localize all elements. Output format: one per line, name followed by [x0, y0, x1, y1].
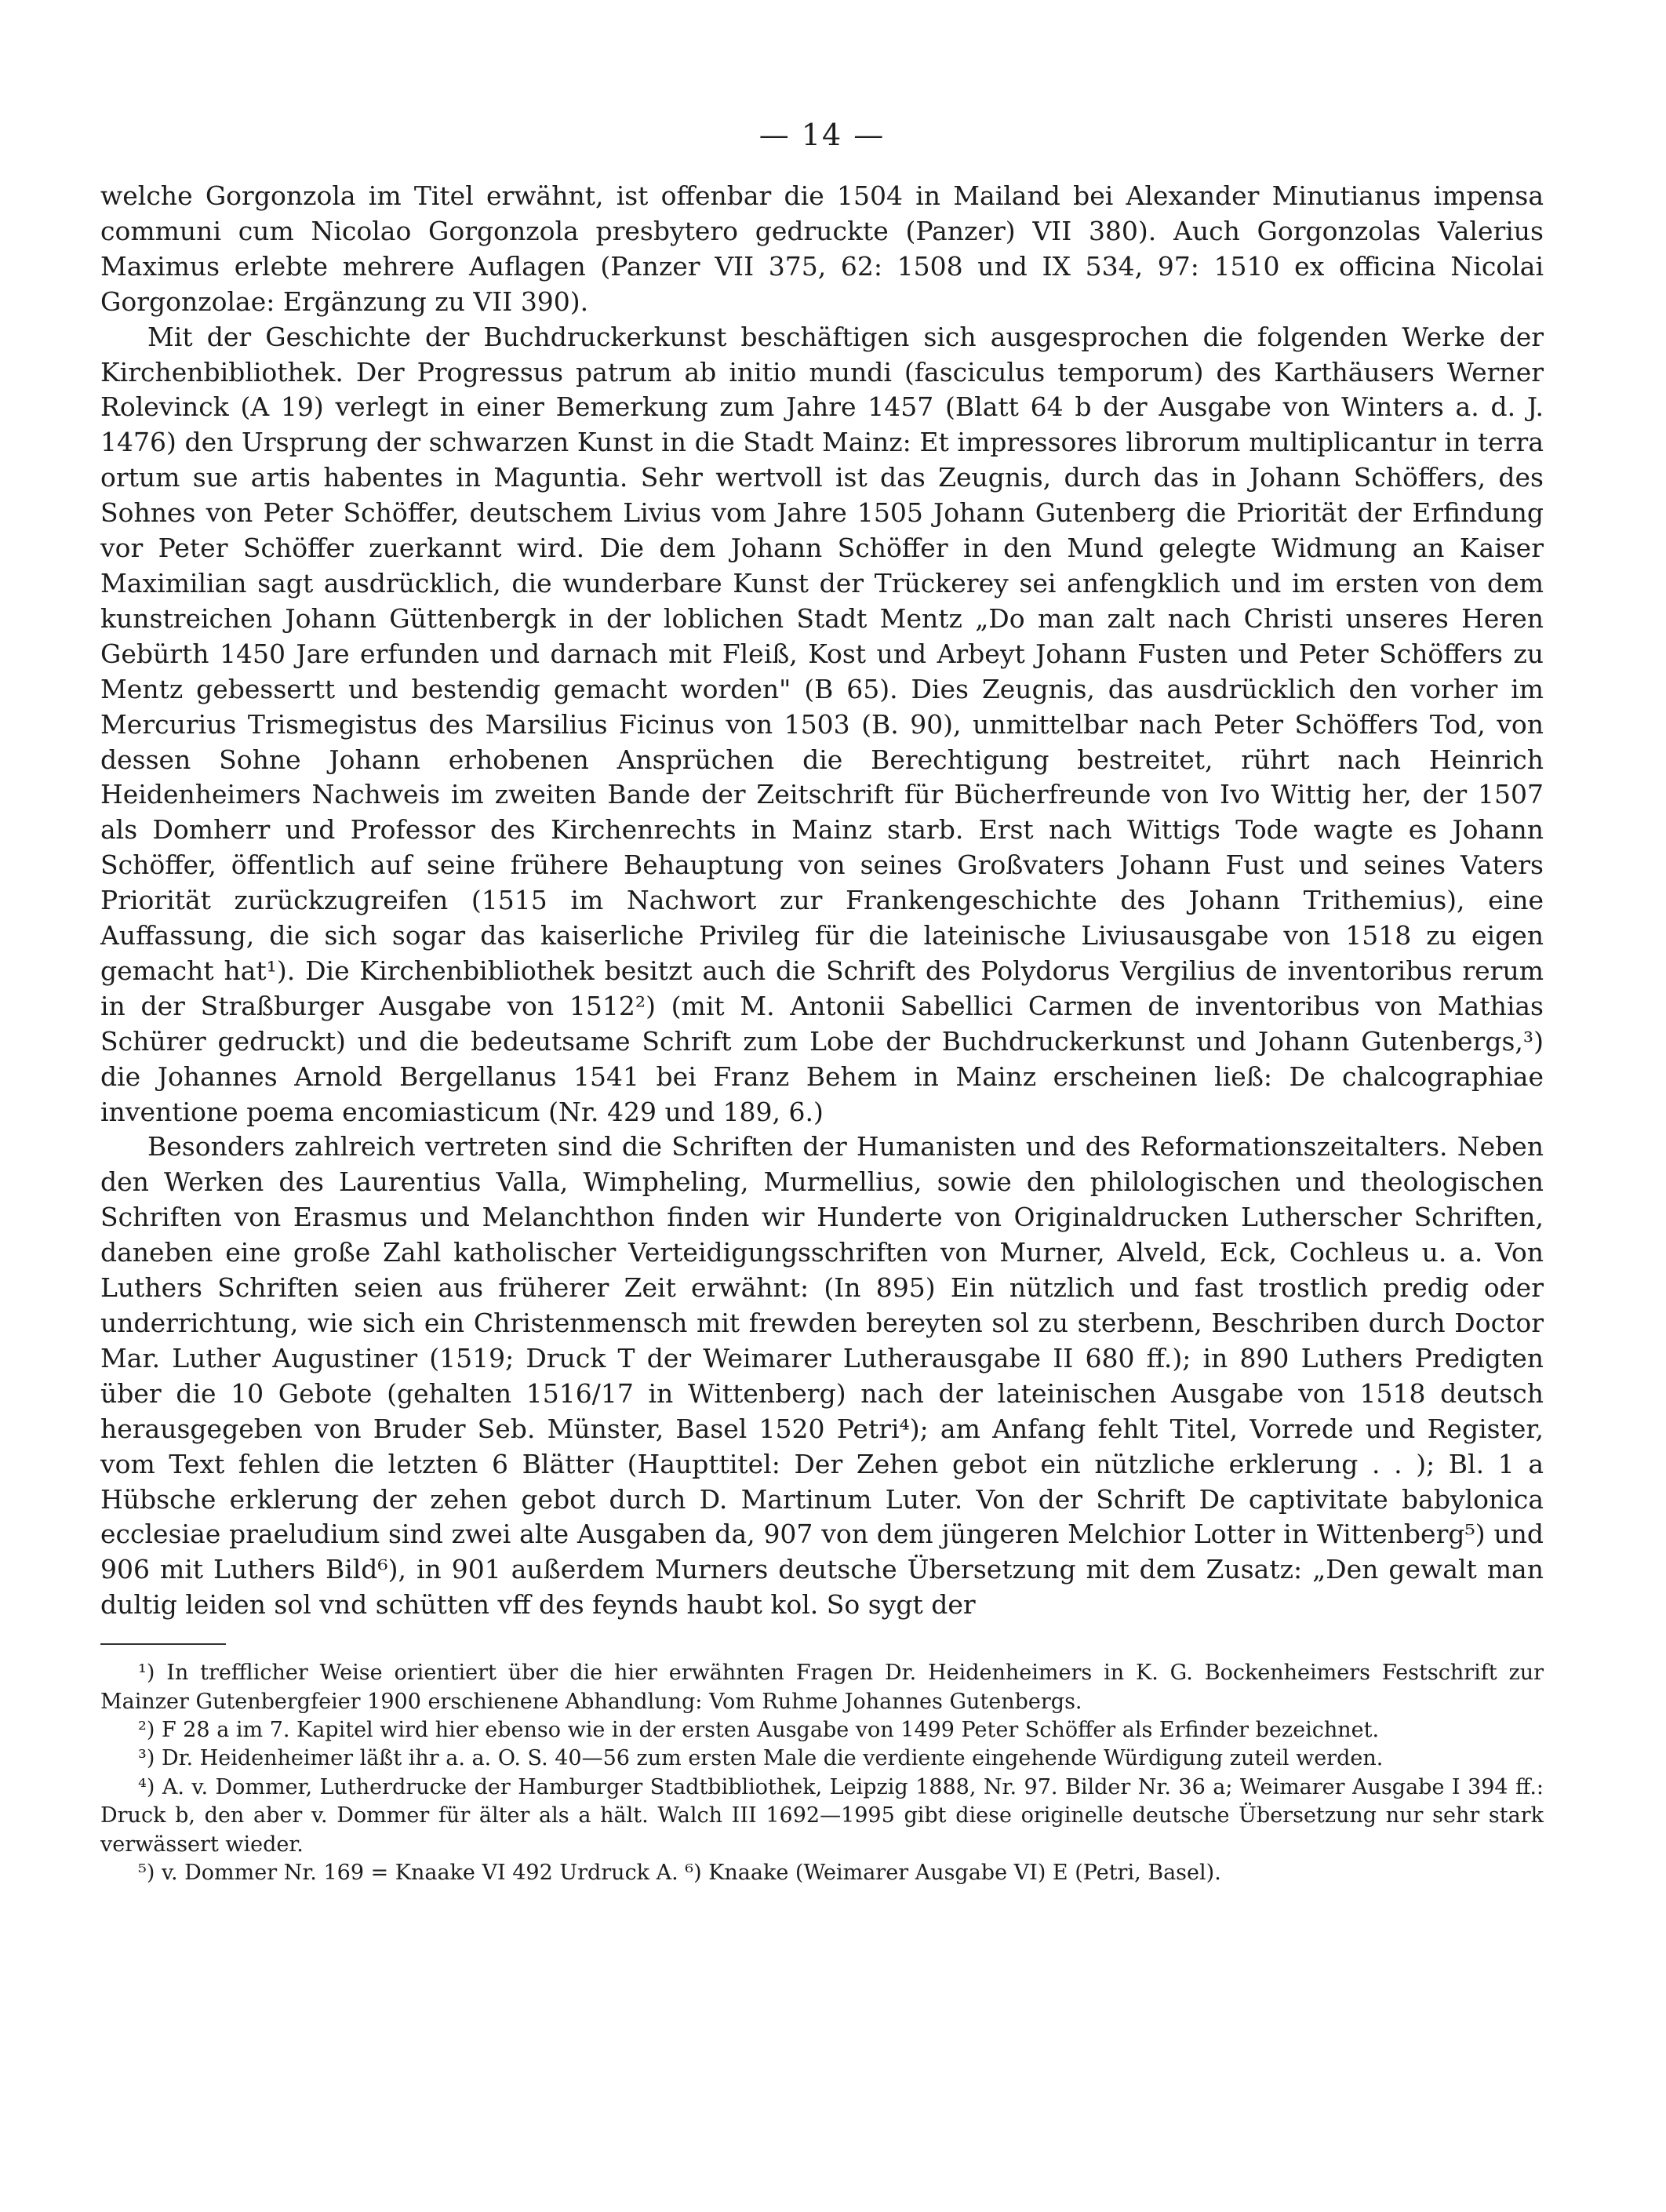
page-number: — 14 —: [758, 118, 886, 152]
footnote: ³) Dr. Heidenheimer läßt ihr a. a. O. S. 40—56 zum ersten Male die verdiente eingehende Würdigung zuteil werden.: [138, 1746, 1384, 1771]
footnote-divider: [100, 1643, 226, 1645]
paragraph: Mit der Geschichte der Buchdruckerkunst beschäftigen sich ausgesprochen die folgenden Werke der Kirchenbibliothek. Der Progressus patrum ab initio mundi (fasciculus temporum) des Karthäusers Werner Rolevinck (A 19) verlegt in einer Bemerkung zum Jahre 1457 (Blatt 64 b der Ausgabe von Winters a. d. J. 1476) den Ursprung der schwarzen Kunst in die Stadt Mainz: Et impressores librorum multiplicantur in terra ortum sue artis habentes in Maguntia. Sehr wertvoll ist das Zeugnis, durch das in Johann Schöffers, des Sohnes von Peter Schöffer, deutschem Livius vom Jahre 1505 Johann Gutenberg die Priorität der Erfindung vor Peter Schöffer zuerkannt wird. Die dem Johann Schöffer in den Mund gelegte Widmung an Kaiser Maximilian sagt ausdrücklich, die wunderbare Kunst der Trückerey sei anfengklich und im ersten von dem kunstreichen Johann Güttenbergk in der loblichen Stadt Mentz „Do man zalt nach Christi unseres Heren Gebürth 1450 Jare erfunden und darnach mit Fleiß, Kost und Arbeyt Johann Fusten und Peter Schöffers zu Mentz gebessertt und bestendig gemacht worden" (B 65). Dies Zeugnis, das ausdrücklich den vorher im Mercurius Trismegistus des Marsilius Ficinus von 1503 (B. 90), unmittelbar nach Peter Schöffers Tod, von dessen Sohne Johann erhobenen Ansprüchen die Berechtigung bestreitet, rührt nach Heinrich Heidenheimers Nachweis im zweiten Bande der Zeitschrift für Bücherfreunde von Ivo Wittig her, der 1507 als Domherr und Professor des Kirchenrechts in Mainz starb. Erst nach Wittigs Tode wagte es Johann Schöffer, öffentlich auf seine frühere Behauptung von seines Großvaters Johann Fust und seines Vaters Priorität zurückzugreifen (1515 im Nachwort zur Frankengeschichte des Johann Trithemius), eine Auffassung, die sich sogar das kaiserliche Privileg für die lateinische Liviusausgabe von 1518 zu eigen gemacht hat¹). Die Kirchenbibliothek besitzt auch die Schrift des Polydorus Vergilius de inventoribus rerum in der Straßburger Ausgabe von 1512²) (mit M. Antonii Sabellici Carmen de inventoribus von Mathias Schürer gedruckt) und die bedeutsame Schrift zum Lobe der Buchdruckerkunst und Johann Gutenbergs,³) die Johannes Arnold Bergellanus 1541 bei Franz Behem in Mainz erscheinen ließ: De chalcographiae inventione poema encomiasticum (Nr. 429 und 189, 6.): [100, 321, 1544, 1127]
paragraph: welche Gorgonzola im Titel erwähnt, ist offenbar die 1504 in Mailand bei Alexander Minutianus impensa communi cum Nicolao Gorgonzola presbytero gedruckte (Panzer) VII 380). Auch Gorgonzolas Valerius Maximus erlebte mehrere Auflagen (Panzer VII 375, 62: 1508 und IX 534, 97: 1510 ex officina Nicolai Gorgonzolae: Ergänzung zu VII 390).: [100, 180, 1544, 317]
footnote: ⁵) v. Dommer Nr. 169 = Knaake VI 492 Urdruck A. ⁶) Knaake (Weimarer Ausgabe VI) E (Petri, Basel).: [138, 1861, 1221, 1885]
footnote: ¹) In trefflicher Weise orientiert über die hier erwähnten Fragen Dr. Heidenheimers in K. G. Bockenheimers Festschrift zur Mainzer Gutenbergfeier 1900 erschienene Abhandlung: Vom Ruhme Johannes Gutenbergs.: [100, 1661, 1544, 1714]
body-text: [100, 179, 1544, 1623]
footnote: ²) F 28 a im 7. Kapitel wird hier ebenso wie in der ersten Ausgabe von 1499 Peter Schöffer als Erfinder bezeichnet.: [138, 1717, 1380, 1742]
footnote: ⁴) A. v. Dommer, Lutherdrucke der Hamburger Stadtbibliothek, Leipzig 1888, Nr. 97. Bilder Nr. 36 a; Weimarer Ausgabe I 394 ff.: Druck b, den aber v. Dommer für älter als a hält. Walch III 1692—1995 gibt diese originelle deutsche Übersetzung nur sehr stark verwässert wieder.: [100, 1774, 1544, 1857]
paragraph: Besonders zahlreich vertreten sind die Schriften der Humanisten und des Reformationszeitalters. Neben den Werken des Laurentius Valla, Wimpheling, Murmellius, sowie den philologischen und theologischen Schriften von Erasmus und Melanchthon finden wir Hunderte von Originaldrucken Lutherscher Schriften, daneben eine große Zahl katholischer Verteidigungsschriften von Murner, Alveld, Eck, Cochleus u. a. Von Luthers Schriften seien aus früherer Zeit erwähnt: (In 895) Ein nützlich und fast trostlich predig oder underrichtung, wie sich ein Christenmensch mit frewden bereyten sol zu sterbenn, Beschriben durch Doctor Mar. Luther Augustiner (1519; Druck T der Weimarer Lutherausgabe II 680 ff.); in 890 Luthers Predigten über die 10 Gebote (gehalten 1516/17 in Wittenberg) nach der lateinischen Ausgabe von 1518 deutsch herausgegeben von Bruder Seb. Münster, Basel 1520 Petri⁴); am Anfang fehlt Titel, Vorrede und Register, vom Text fehlen die letzten 6 Blätter (Haupttitel: Der Zehen gebot ein nützliche erklerung . . ); Bl. 1 a Hübsche erklerung der zehen gebot durch D. Martinum Luter. Von der Schrift De captivitate babylonica ecclesiae praeludium sind zwei alte Ausgaben da, 907 von dem jüngeren Melchior Lotter in Wittenberg⁵) und 906 mit Luthers Bild⁶), in 901 außerdem Murners deutsche Übersetzung mit dem Zusatz: „Den gewalt man dultig leiden sol vnd schütten vff des feynds haubt kol. So sygt der: [100, 1131, 1544, 1621]
book-page: [100, 118, 1544, 1887]
footnotes: [100, 1659, 1544, 1887]
